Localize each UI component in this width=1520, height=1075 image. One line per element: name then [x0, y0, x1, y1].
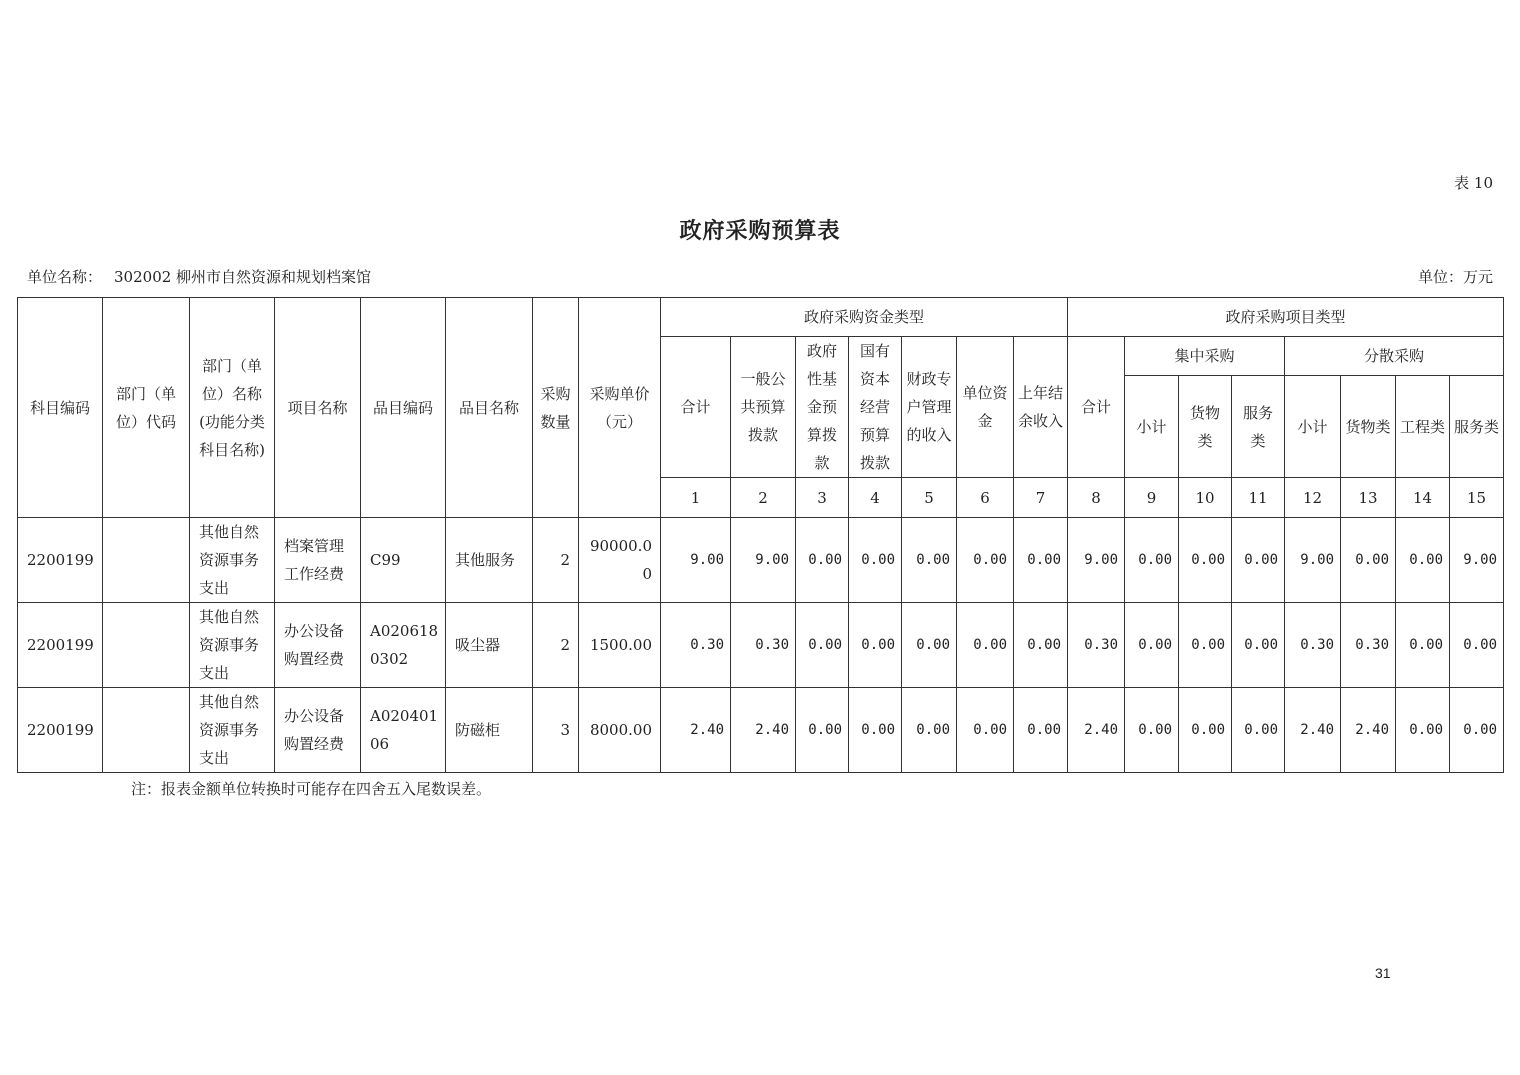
cell-dept-name: 其他自然资源事务支出 — [190, 688, 275, 773]
column-number: 5 — [902, 478, 957, 518]
cell-value: 0.00 — [849, 603, 902, 688]
cell-value: 0.00 — [1396, 603, 1450, 688]
cell-value: 0.00 — [1014, 688, 1068, 773]
cell-value: 2.40 — [1341, 688, 1396, 773]
cell-subject-code: 2200199 — [18, 688, 103, 773]
cell-value: 9.00 — [661, 518, 731, 603]
cell-quantity: 2 — [533, 518, 579, 603]
cell-value: 0.00 — [1450, 603, 1504, 688]
column-number: 9 — [1125, 478, 1179, 518]
column-number: 10 — [1179, 478, 1232, 518]
cell-dept-code — [103, 518, 190, 603]
cell-project-name: 办公设备购置经费 — [275, 603, 361, 688]
header-state-capital-budget: 国有资本经营预算拨款 — [849, 337, 902, 478]
cell-value: 0.00 — [1232, 603, 1285, 688]
cell-value: 2.40 — [1068, 688, 1125, 773]
cell-value: 0.00 — [1232, 688, 1285, 773]
header-unit-price: 采购单价（元） — [579, 298, 661, 518]
page-number: 31 — [1375, 965, 1391, 981]
cell-subject-code: 2200199 — [18, 518, 103, 603]
cell-dept-code — [103, 688, 190, 773]
header-centralized-subtotal: 小计 — [1125, 376, 1179, 478]
cell-unit-price: 8000.00 — [579, 688, 661, 773]
money-unit-label: 单位：万元 — [1417, 268, 1493, 286]
header-decentralized-works: 工程类 — [1396, 376, 1450, 478]
header-last-year-balance: 上年结余收入 — [1014, 337, 1068, 478]
cell-quantity: 3 — [533, 688, 579, 773]
cell-value: 0.00 — [849, 518, 902, 603]
cell-item-name: 防磁柜 — [446, 688, 533, 773]
header-fund-type-group: 政府采购资金类型 — [661, 298, 1068, 337]
cell-value: 9.00 — [731, 518, 796, 603]
cell-unit-price: 90000.00 — [579, 518, 661, 603]
column-number: 1 — [661, 478, 731, 518]
column-number: 4 — [849, 478, 902, 518]
header-item-code: 品目编码 — [361, 298, 446, 518]
cell-value: 2.40 — [731, 688, 796, 773]
header-project-type-group: 政府采购项目类型 — [1068, 298, 1504, 337]
column-number: 2 — [731, 478, 796, 518]
cell-value: 0.00 — [902, 688, 957, 773]
table-number-label: 表 10 — [1454, 174, 1493, 192]
header-fund-total: 合计 — [661, 337, 731, 478]
cell-dept-name: 其他自然资源事务支出 — [190, 603, 275, 688]
header-decentralized: 分散采购 — [1285, 337, 1504, 376]
cell-value: 0.00 — [796, 603, 849, 688]
cell-subject-code: 2200199 — [18, 603, 103, 688]
cell-value: 0.00 — [957, 518, 1014, 603]
cell-value: 0.00 — [1341, 518, 1396, 603]
cell-quantity: 2 — [533, 603, 579, 688]
cell-dept-name: 其他自然资源事务支出 — [190, 518, 275, 603]
procurement-budget-table — [17, 297, 1504, 773]
cell-value: 0.00 — [902, 603, 957, 688]
column-number: 12 — [1285, 478, 1341, 518]
cell-project-name: 办公设备购置经费 — [275, 688, 361, 773]
header-gov-fund-budget: 政府性基金预算拨款 — [796, 337, 849, 478]
cell-item-name: 吸尘器 — [446, 603, 533, 688]
cell-value: 0.00 — [1014, 518, 1068, 603]
cell-value: 2.40 — [1285, 688, 1341, 773]
header-quantity: 采购数量 — [533, 298, 579, 518]
header-centralized: 集中采购 — [1125, 337, 1285, 376]
cell-value: 0.00 — [1014, 603, 1068, 688]
header-dept-name: 部门（单位）名称(功能分类科目名称) — [190, 298, 275, 518]
cell-item-code: A0206180302 — [361, 603, 446, 688]
cell-value: 9.00 — [1068, 518, 1125, 603]
cell-value: 0.00 — [1125, 688, 1179, 773]
column-number: 7 — [1014, 478, 1068, 518]
header-project-name: 项目名称 — [275, 298, 361, 518]
cell-value: 0.30 — [661, 603, 731, 688]
table-row — [18, 688, 1504, 773]
cell-value: 0.00 — [1179, 688, 1232, 773]
cell-value: 0.00 — [1232, 518, 1285, 603]
document-title: 政府采购预算表 — [679, 218, 841, 244]
cell-value: 0.00 — [902, 518, 957, 603]
cell-value: 0.00 — [849, 688, 902, 773]
header-dept-code: 部门（单位）代码 — [103, 298, 190, 518]
cell-value: 0.00 — [1450, 688, 1504, 773]
cell-value: 0.00 — [1396, 518, 1450, 603]
header-fiscal-account-income: 财政专户管理的收入 — [902, 337, 957, 478]
cell-value: 0.30 — [1285, 603, 1341, 688]
unit-name-line — [27, 266, 371, 287]
cell-item-code: A02040106 — [361, 688, 446, 773]
cell-value: 0.30 — [731, 603, 796, 688]
cell-value: 0.00 — [957, 688, 1014, 773]
header-project-total: 合计 — [1068, 337, 1125, 478]
header-general-budget: 一般公共预算拨款 — [731, 337, 796, 478]
cell-value: 0.00 — [1396, 688, 1450, 773]
table-row — [18, 603, 1504, 688]
cell-value: 0.00 — [1179, 518, 1232, 603]
cell-value: 2.40 — [661, 688, 731, 773]
unit-name-label: 单位名称： — [27, 268, 103, 286]
cell-value: 0.00 — [957, 603, 1014, 688]
cell-item-name: 其他服务 — [446, 518, 533, 603]
header-decentralized-subtotal: 小计 — [1285, 376, 1341, 478]
cell-value: 9.00 — [1285, 518, 1341, 603]
column-number: 6 — [957, 478, 1014, 518]
column-number: 13 — [1341, 478, 1396, 518]
cell-value: 9.00 — [1450, 518, 1504, 603]
header-decentralized-services: 服务类 — [1450, 376, 1504, 478]
unit-name-value: 302002 柳州市自然资源和规划档案馆 — [114, 268, 372, 286]
footnote: 注：报表金额单位转换时可能存在四舍五入尾数误差。 — [131, 780, 492, 798]
header-subject-code: 科目编码 — [18, 298, 103, 518]
cell-value: 0.00 — [1125, 603, 1179, 688]
cell-unit-price: 1500.00 — [579, 603, 661, 688]
table-row — [18, 518, 1504, 603]
column-number: 14 — [1396, 478, 1450, 518]
cell-dept-code — [103, 603, 190, 688]
cell-item-code: C99 — [361, 518, 446, 603]
cell-value: 0.00 — [796, 688, 849, 773]
header-item-name: 品目名称 — [446, 298, 533, 518]
header-centralized-services: 服务类 — [1232, 376, 1285, 478]
column-number: 15 — [1450, 478, 1504, 518]
column-number: 8 — [1068, 478, 1125, 518]
header-centralized-goods: 货物类 — [1179, 376, 1232, 478]
cell-value: 0.30 — [1068, 603, 1125, 688]
cell-value: 0.00 — [1179, 603, 1232, 688]
column-number: 11 — [1232, 478, 1285, 518]
cell-project-name: 档案管理工作经费 — [275, 518, 361, 603]
header-unit-funds: 单位资金 — [957, 337, 1014, 478]
cell-value: 0.00 — [796, 518, 849, 603]
cell-value: 0.00 — [1125, 518, 1179, 603]
column-number: 3 — [796, 478, 849, 518]
header-decentralized-goods: 货物类 — [1341, 376, 1396, 478]
cell-value: 0.30 — [1341, 603, 1396, 688]
